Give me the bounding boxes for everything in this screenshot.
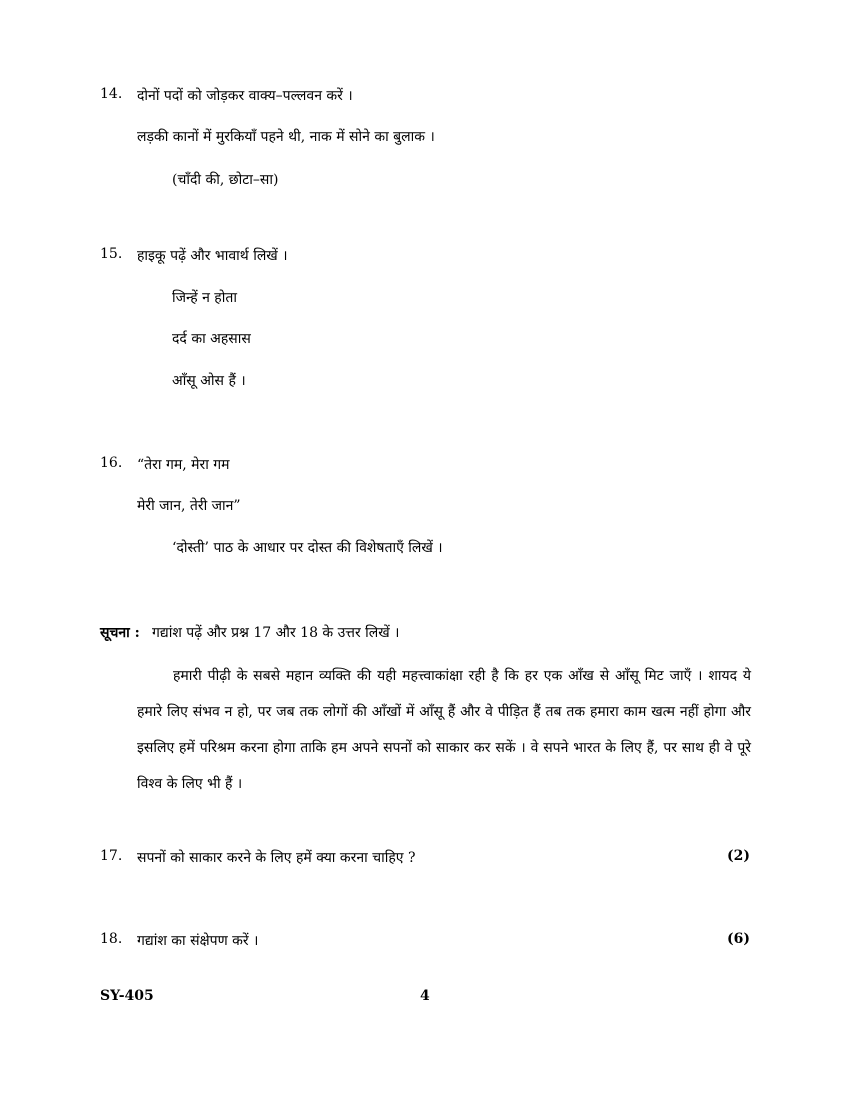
question-number-17: 17. (100, 848, 123, 864)
notice-text: गद्यांश पढ़ें और प्रश्न 17 और 18 के उत्तर लिखें । (152, 625, 400, 641)
page-number: 4 (420, 988, 430, 1004)
question-15-text: हाइकू पढ़ें और भावार्थ लिखें । (137, 248, 288, 264)
passage: हमारी पीढ़ी के सबसे महान व्यक्ति की यही महत्त्वाकांक्षा रही है कि हर एक आँख से आँसू मिट जाएँ । शायद ये हमारे लिए संभव न हो, पर जब तक लोगों की आँखों में आँसू हैं और वे पीड़ित हैं तब तक हमारा काम खत्म नहीं होगा और इसलिए हमें परिश्रम करना होगा ताकि हम अपने सपनों को साकार कर सकें । वे सपने भारत के लिए हैं, पर साथ ही वे पूरे विश्व के लिए भी हैं । (137, 668, 751, 792)
haiku-line-3: आँसू ओस हैं । (172, 373, 246, 389)
question-number-16: 16. (100, 455, 123, 471)
question-16-quote-line-2: मेरी जान, तेरी जान” (137, 498, 241, 514)
question-18-text: गद्यांश का संक्षेपण करें । (137, 933, 259, 949)
question-number-14: 14. (100, 86, 123, 102)
question-17-marks: (2) (727, 848, 750, 864)
paper-code: SY-405 (100, 988, 154, 1004)
haiku-line-1: जिन्हें न होता (172, 290, 237, 306)
question-14-text: दोनों पदों को जोड़कर वाक्य–पल्लवन करें । (137, 88, 353, 104)
question-16-quote-line-1: “तेरा गम, मेरा गम (137, 457, 230, 473)
haiku-line-2: दर्द का अहसास (172, 331, 251, 347)
question-number-18: 18. (100, 931, 123, 947)
question-18-marks: (6) (727, 931, 750, 947)
question-16-text: ‘दोस्ती’ पाठ के आधार पर दोस्त की विशेषताएँ लिखें । (172, 540, 443, 556)
question-14-sentence: लड़की कानों में मुरकियाँ पहने थी, नाक में सोने का बुलाक । (137, 129, 435, 145)
notice-label: सूचना : (100, 625, 140, 641)
question-17-text: सपनों को साकार करने के लिए हमें क्या करना चाहिए ? (137, 850, 416, 866)
question-number-15: 15. (100, 246, 123, 262)
question-14-words: (चाँदी की, छोटा–सा) (172, 172, 279, 188)
